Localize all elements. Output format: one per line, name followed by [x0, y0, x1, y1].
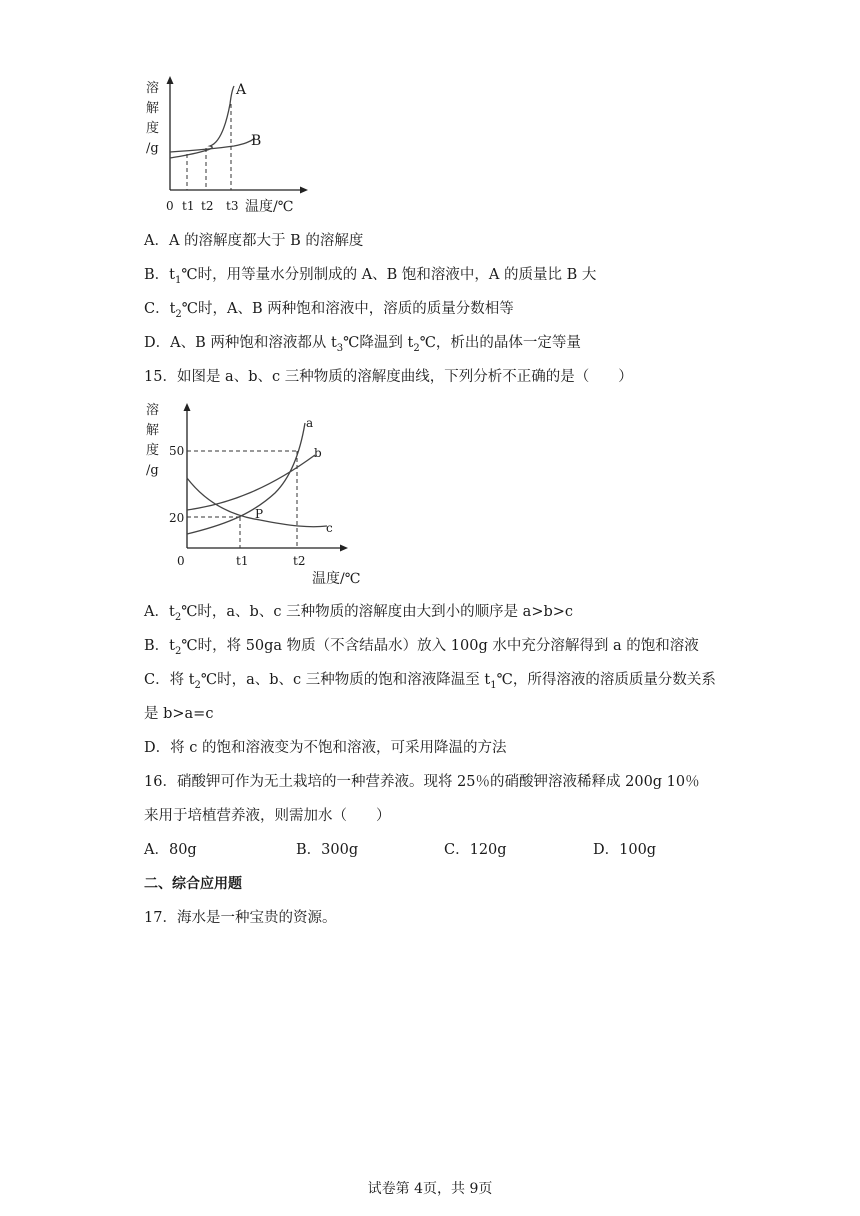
fig2-curve-label-c: c: [326, 521, 333, 535]
q16-option-c: C．120g: [444, 842, 507, 858]
figure-2-solubility-chart: [140, 398, 370, 592]
fig2-point-label-p: P: [255, 507, 264, 521]
fig2-curve-label-b: b: [314, 446, 322, 460]
text-part: ℃时，A、B 两种饱和溶液中，溶质的质量分数相等: [181, 301, 514, 317]
q15-option-d: D．将 c 的饱和溶液变为不饱和溶液，可采用降温的方法: [144, 740, 507, 756]
q15-option-c-continued: 是 b>a=c: [144, 706, 214, 722]
q16-option-d: D．100g: [593, 842, 657, 858]
text-part: ℃，析出的晶体一定等量: [419, 335, 581, 351]
fig2-curve-label-a: a: [306, 416, 314, 430]
fig1-ylabel-char: /g: [146, 141, 159, 156]
q15-option-c: [144, 670, 716, 696]
subscript: 1: [174, 274, 182, 286]
fig2-xlabel: 温度/℃: [312, 571, 361, 587]
fig1-ylabel-char: 度: [146, 121, 160, 136]
fig2-x-tick: t1: [236, 554, 249, 568]
fig2-ylabel-char: /g: [146, 463, 159, 478]
q16-stem-line-1: 16．硝酸钾可作为无土栽培的一种营养液。现将 25％的硝酸钾溶液稀释成 200g 10％: [144, 774, 700, 790]
q14-option-b: [144, 265, 596, 291]
q14-option-d: [144, 333, 581, 359]
fig2-ylabel-char: 溶: [146, 403, 160, 418]
fig1-curve-label-b: B: [251, 133, 262, 149]
subscript: 3: [336, 342, 344, 354]
subscript: 2: [175, 308, 182, 320]
fig2-x-tick: 0: [177, 554, 185, 568]
fig1-x-arrow: [300, 187, 308, 194]
fig2-y-tick-20: 20: [169, 511, 185, 525]
q16-options: [144, 840, 744, 860]
text-part: ℃降温到 t: [343, 335, 414, 351]
text-part: ℃时，用等量水分别制成的 A、B 饱和溶液中，A 的质量比 B 大: [181, 267, 597, 283]
subscript: 2: [413, 342, 420, 354]
subscript: 2: [194, 679, 201, 691]
q15-stem: 15．如图是 a、b、c 三种物质的溶解度曲线，下列分析不正确的是（ ）: [144, 369, 633, 385]
fig2-y-tick-50: 50: [169, 444, 185, 458]
subscript: 2: [174, 611, 182, 623]
fig1-curve-label-a: A: [236, 82, 247, 98]
subscript: 1: [490, 679, 497, 691]
text-part: ℃时，a、b、c 三种物质的溶解度由大到小的顺序是 a>b>c: [181, 604, 574, 620]
subscript: 2: [174, 645, 182, 657]
q16-option-b: B．300g: [296, 842, 359, 858]
q16-option-a: A．80g: [144, 842, 197, 858]
text-part: B．t: [144, 638, 175, 654]
fig2-curve-b: [187, 455, 315, 510]
q15-option-a: [144, 602, 573, 628]
fig1-ylabel-char: 溶: [146, 81, 160, 96]
q14-option-a: A．A 的溶解度都大于 B 的溶解度: [144, 233, 364, 249]
fig1-xlabel: 温度/℃: [245, 199, 294, 215]
fig1-y-arrow: [167, 76, 174, 84]
figure-1-solubility-chart: [140, 74, 310, 220]
text-part: C．将 t: [144, 672, 195, 688]
fig2-ylabel-char: 度: [146, 443, 160, 458]
fig2-y-arrow: [184, 403, 191, 411]
text-part: A．t: [144, 604, 175, 620]
fig2-x-tick: t2: [293, 554, 306, 568]
text-part: D．A、B 两种饱和溶液都从 t: [144, 335, 337, 351]
fig2-x-arrow: [340, 545, 348, 552]
page-footer: 试卷第 4页，共 9页: [367, 1181, 493, 1197]
text-part: C．t: [144, 301, 176, 317]
fig1-x-tick: t2: [201, 199, 214, 213]
section-heading: 二、综合应用题: [144, 876, 242, 892]
text-part: ℃，所得溶液的溶质质量分数关系: [496, 672, 716, 688]
q17-stem: 17．海水是一种宝贵的资源。: [144, 910, 337, 926]
fig1-x-tick: t1: [182, 199, 195, 213]
text-part: ℃时，将 50ga 物质（不含结晶水）放入 100g 水中充分溶解得到 a 的饱和溶液: [181, 638, 699, 654]
q16-stem-line-2: 来用于培植营养液，则需加水（ ）: [144, 808, 391, 824]
fig1-ylabel-char: 解: [146, 101, 160, 116]
q15-option-b: [144, 636, 699, 662]
fig1-x-tick: t3: [226, 199, 239, 213]
fig2-ylabel-char: 解: [146, 423, 160, 438]
q14-option-c: [144, 299, 514, 325]
fig1-x-tick: 0: [166, 199, 174, 213]
text-part: ℃时，a、b、c 三种物质的饱和溶液降温至 t: [200, 672, 491, 688]
text-part: B．t: [144, 267, 175, 283]
